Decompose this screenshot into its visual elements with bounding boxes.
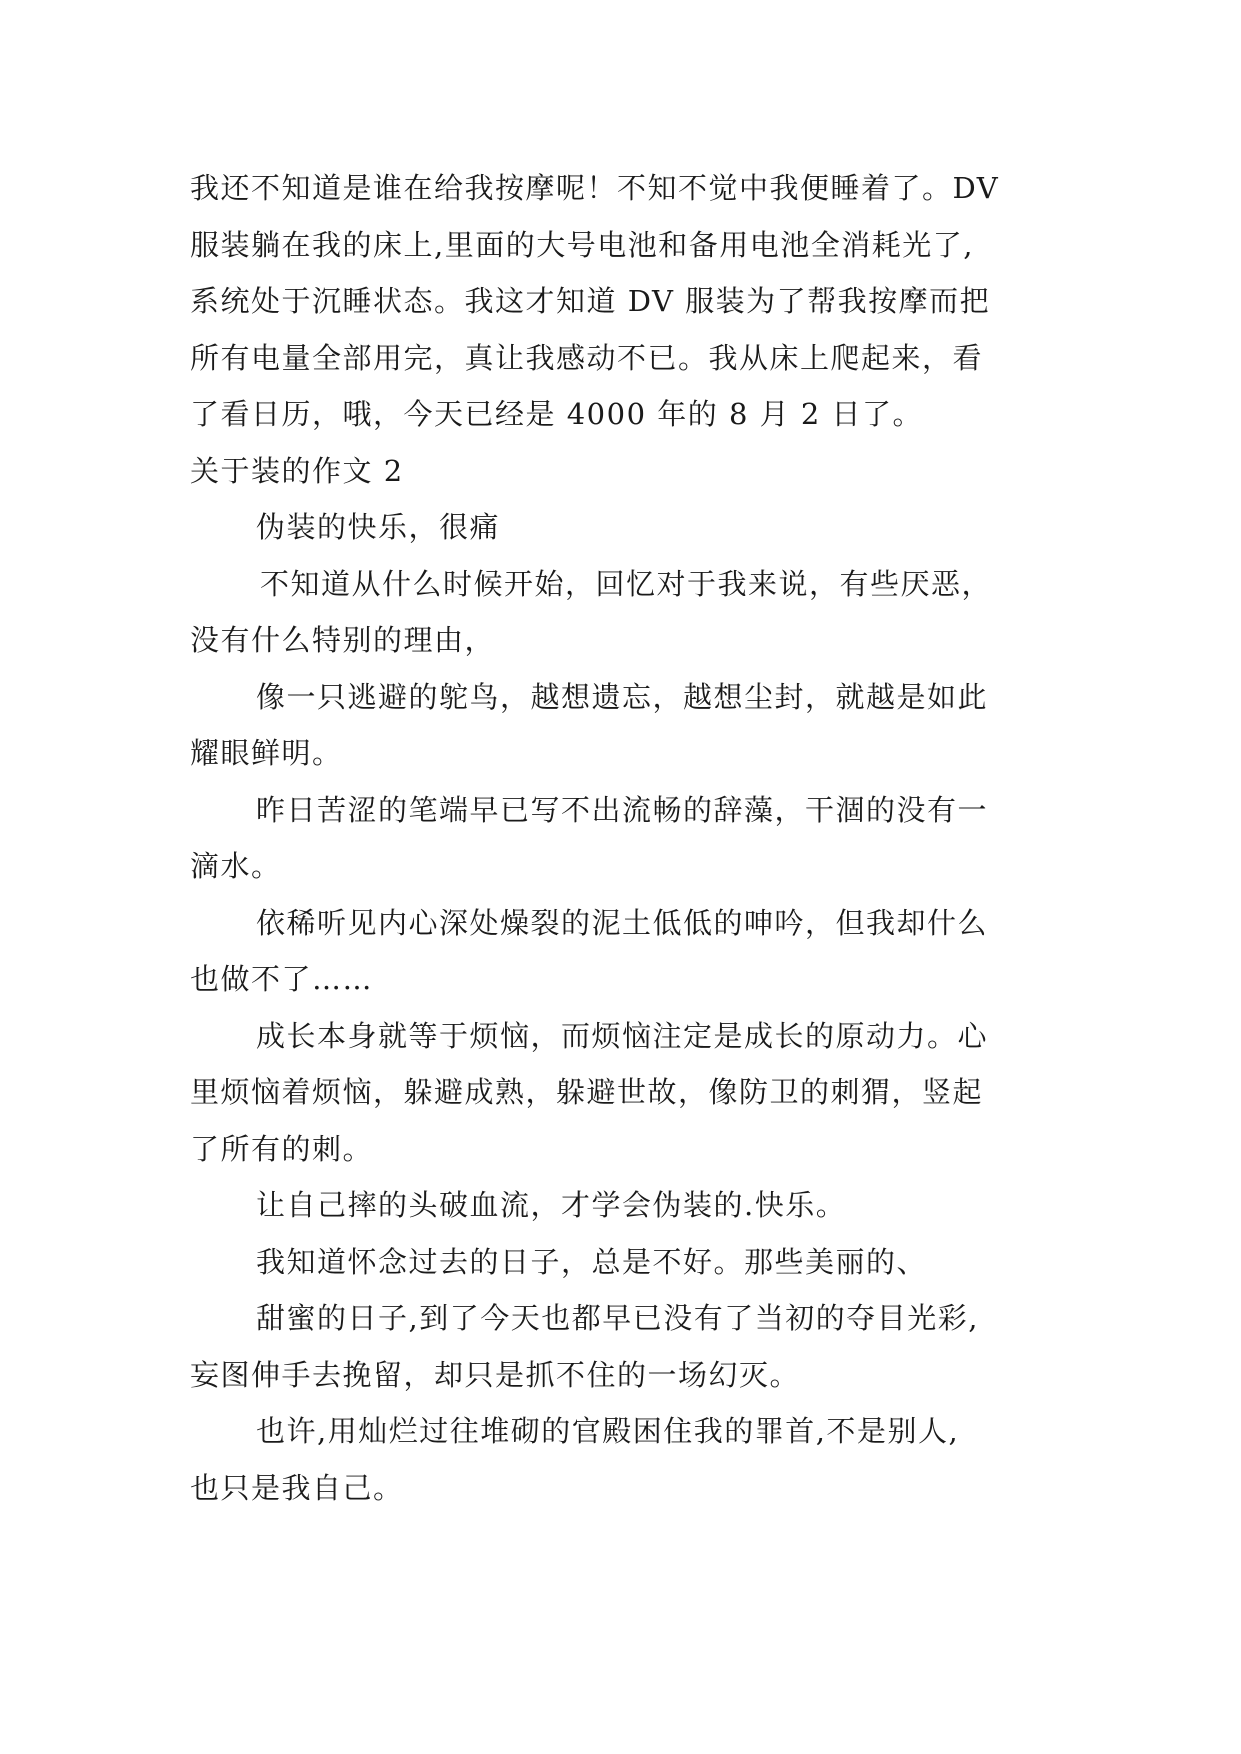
text-line: 滴水。 (190, 849, 282, 883)
text-line: 服装躺在我的床上,里面的大号电池和备用电池全消耗光了, (190, 227, 974, 262)
text-line: 我还不知道是谁在给我按摩呢！不知不觉中我便睡着了。DV (190, 171, 1000, 205)
text-line: 没有什么特别的理由， (190, 623, 496, 657)
text-line: 里烦恼着烦恼，躲避成熟，躲避世故，像防卫的刺猬，竖起 (190, 1075, 984, 1109)
text-line: 也做不了…… (190, 962, 374, 996)
text-line: 我知道怀念过去的日子，总是不好。那些美丽的、 (256, 1244, 928, 1279)
text-line: 了所有的刺。 (190, 1131, 374, 1166)
text-line: 也许,用灿烂过往堆砌的官殿困住我的罪首,不是别人, (256, 1414, 960, 1448)
text-line: 让自己摔的头破血流，才学会伪装的.快乐。 (256, 1188, 847, 1222)
text-line: 所有电量全部用完，真让我感动不已。我从床上爬起来，看 (190, 340, 984, 375)
text-line: 甜蜜的日子,到了今天也都早已没有了当初的夺目光彩, (256, 1301, 979, 1335)
text-line: 妄图伸手去挽留，却只是抓不住的一场幻灭。 (190, 1357, 801, 1392)
text-line: 了看日历，哦，今天已经是 4000 年的 8 月 2 日了。 (190, 397, 924, 431)
text-line: 也只是我自己。 (190, 1470, 404, 1505)
text-line: 像一只逃避的鸵鸟，越想遗忘，越想尘封，就越是如此 (256, 679, 989, 714)
document-body (190, 160, 1080, 1516)
article-title: 伪装的快乐，很痛 (256, 510, 501, 544)
text-line: 耀眼鲜明。 (190, 736, 343, 770)
text-line: 系统处于沉睡状态。我这才知道 DV 服装为了帮我按摩而把 (190, 284, 991, 318)
section-heading: 关于装的作文 2 (190, 453, 404, 488)
text-line: 成长本身就等于烦恼，而烦恼注定是成长的原动力。心 (256, 1018, 989, 1053)
text-line: 依稀听见内心深处燥裂的泥土低低的呻吟，但我却什么 (256, 905, 989, 940)
text-line: 昨日苦涩的笔端早已写不出流畅的辞藻，干涸的没有一 (256, 792, 989, 827)
text-line: 不知道从什么时候开始，回忆对于我来说，有些厌恶， (260, 566, 993, 601)
